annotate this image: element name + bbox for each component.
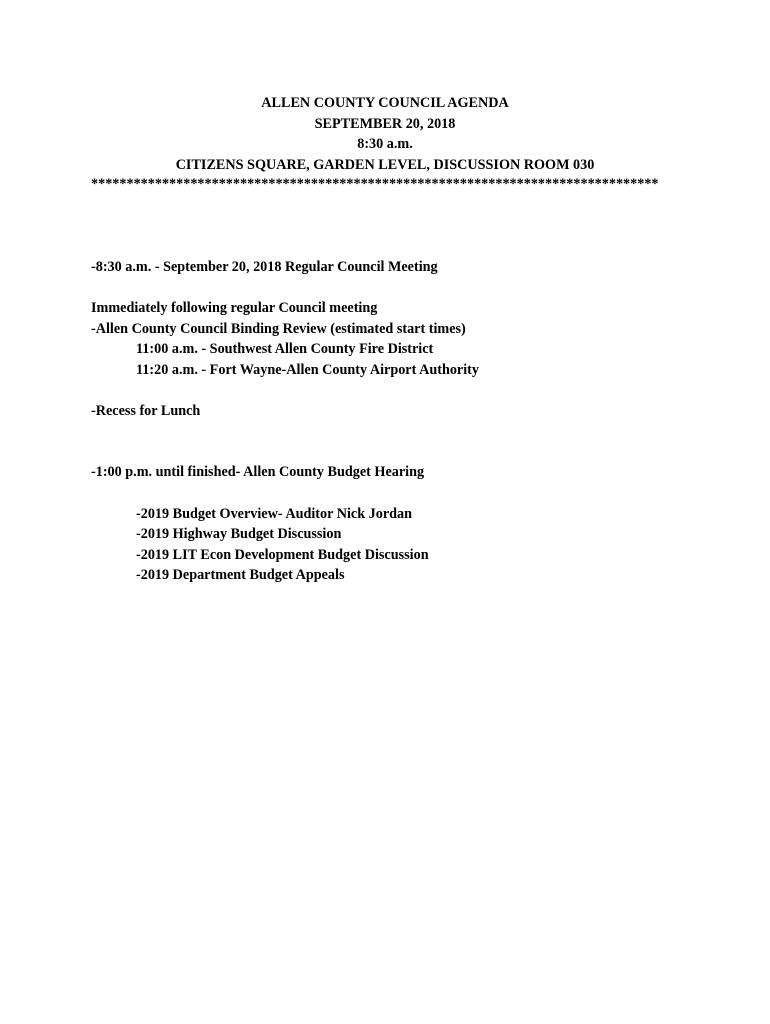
agenda-item-binding-review: -Allen County Council Binding Review (estimated start times) [91,321,466,337]
budget-item-lit-econ: -2019 LIT Econ Development Budget Discussion [136,547,429,563]
budget-item-overview: -2019 Budget Overview- Auditor Nick Jordan [136,506,412,522]
budget-item-appeals: -2019 Department Budget Appeals [136,567,345,583]
asterisk-separator: ******************************************************************************** [91,176,659,192]
review-item-airport-authority: 11:20 a.m. - Fort Wayne-Allen County Airport Authority [136,362,479,378]
following-note: Immediately following regular Council meeting [91,300,378,316]
agenda-header [0,93,770,175]
agenda-item-budget-hearing: -1:00 p.m. until finished- Allen County Budget Hearing [91,464,425,480]
meeting-location: CITIZENS SQUARE, GARDEN LEVEL, DISCUSSION ROOM 030 [175,156,595,173]
budget-item-highway: -2019 Highway Budget Discussion [136,526,342,542]
agenda-item-recess: -Recess for Lunch [91,403,201,419]
meeting-time: 8:30 a.m. [357,136,413,152]
review-item-fire-district: 11:00 a.m. - Southwest Allen County Fire District [136,341,434,357]
agenda-item-regular-meeting: -8:30 a.m. - September 20, 2018 Regular Council Meeting [91,259,438,275]
agenda-title: ALLEN COUNTY COUNCIL AGENDA [261,95,509,111]
meeting-date: SEPTEMBER 20, 2018 [314,115,456,132]
